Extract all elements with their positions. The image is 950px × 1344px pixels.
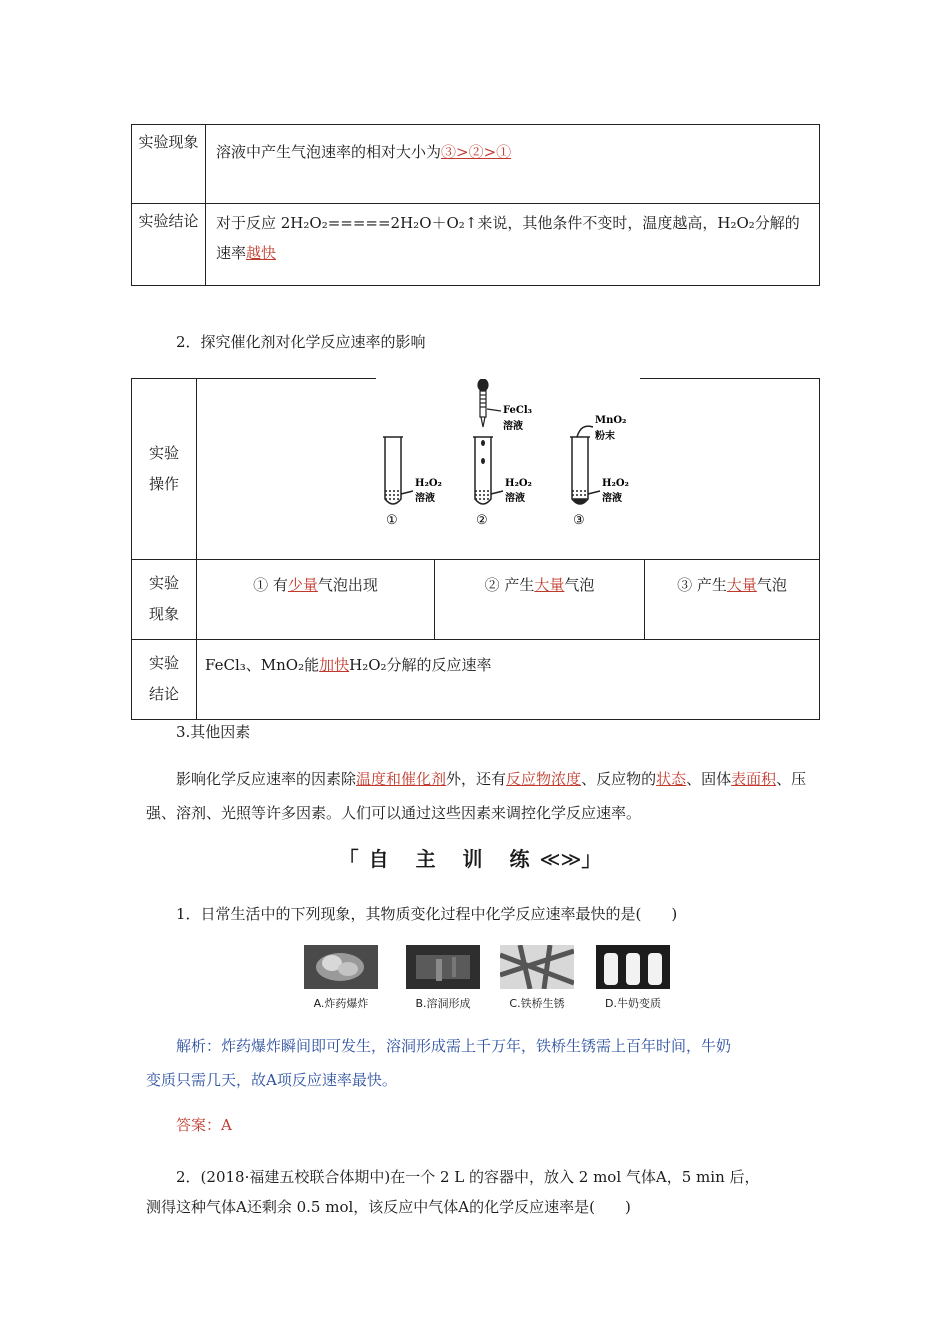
explosion-image [304, 945, 378, 989]
infinity-icon: ≪≫ [539, 847, 582, 871]
fecl3-solution-label: 溶液 [503, 420, 523, 432]
solution-label-2: 溶液 [505, 492, 525, 504]
question-1-analysis-line2: 变质只需几天，故A项反应速率最快。 [146, 1071, 397, 1089]
answer-blank: 大量 [534, 575, 565, 594]
h2o2-label-3: H₂O₂ [602, 477, 629, 489]
row-label-conclusion: 实验结论 [132, 204, 206, 286]
conclusion-cell: FeCl₃、MnO₂能加快H₂O₂分解的反应速率 [197, 639, 820, 719]
answer-blank: ③>②>① [441, 143, 512, 161]
test-tubes-diagram [197, 379, 819, 559]
rusty-bridge-image [500, 945, 574, 989]
test-tube-1 [383, 437, 413, 504]
solution-label-3: 溶液 [602, 492, 622, 504]
paragraph-other-factors: 影响化学反应速率的因素除温度和催化剂外，还有反应物浓度、反应物的状态、固体表面积、压强、溶剂、光照等许多因素。人们可以通过这些因素来调控化学反应速率。 [146, 770, 807, 822]
analysis-label: 解析： [176, 1037, 222, 1055]
drop-1 [481, 440, 485, 446]
answer-blank: 加快 [319, 655, 350, 674]
row-conclusion-content: 对于反应 2H₂O₂=====2H₂O＋O₂↑来说，其他条件不变时，温度越高，H₂O₂分解的速率越快 [206, 204, 820, 286]
phenomenon-cell-3: ③ 产生大量气泡 [645, 559, 820, 639]
question-2-line2: 测得这种气体A还剩余 0.5 mol，该反应中气体A的化学反应速率是( ) [146, 1198, 631, 1216]
table-catalyst-effect [131, 378, 820, 720]
fecl3-label: FeCl₃ [503, 404, 533, 416]
answer-blank: 表面积 [731, 770, 777, 788]
row-label-phenomenon: 实验现象 [132, 125, 206, 204]
table-temperature-effect [131, 124, 820, 286]
tube-number-1: ① [386, 512, 398, 528]
cave-image [406, 945, 480, 989]
row-label-phenomenon: 实验现象 [132, 559, 197, 639]
answer-blank: 大量 [726, 575, 757, 594]
option-caption-b: B.溶洞形成 [415, 997, 471, 1010]
answer-blank: 温度和催化剂 [356, 770, 447, 788]
h2o2-label-2: H₂O₂ [505, 477, 532, 489]
mno2-label: MnO₂ [595, 414, 627, 426]
phenomenon-cell-1: ① 有少量气泡出现 [197, 559, 435, 639]
option-caption-d: D.牛奶变质 [605, 997, 661, 1010]
tube-number-3: ③ [573, 512, 585, 528]
question-1-stem: 1．日常生活中的下列现象，其物质变化过程中化学反应速率最快的是( ) [176, 905, 678, 923]
training-header: 「自 主 训 练≪≫」 [338, 847, 612, 871]
question-1-analysis: 解析：炸药爆炸瞬间即可发生，溶洞形成需上千万年，铁桥生锈需上百年时间，牛奶 [176, 1037, 732, 1055]
drop-2 [481, 458, 485, 464]
option-caption-c: C.铁桥生锈 [509, 997, 565, 1010]
option-caption-a: A.炸药爆炸 [313, 997, 369, 1010]
h2o2-label-1: H₂O₂ [415, 477, 442, 489]
apparatus-cell [197, 379, 820, 560]
section-title: 2．探究催化剂对化学反应速率的影响 [176, 333, 426, 351]
question-2-line1: 2．(2018·福建五校联合体期中)在一个 2 L 的容器中，放入 2 mol 气体A，5 min 后， [176, 1168, 760, 1186]
tube-number-2: ② [476, 512, 488, 528]
section-title: 3.其他因素 [176, 723, 251, 741]
answer-blank: 少量 [287, 575, 318, 594]
row-label-conclusion: 实验结论 [132, 639, 197, 719]
dropper [478, 379, 501, 427]
option-images [300, 945, 680, 1017]
test-tube-2 [473, 437, 503, 504]
answer-blank: 反应物浓度 [506, 770, 582, 788]
row-phenomenon-content: 溶液中产生气泡速率的相对大小为③>②>① [206, 125, 820, 204]
question-1-answer: 答案：A [176, 1116, 232, 1134]
phenomenon-cell-2: ② 产生大量气泡 [435, 559, 645, 639]
mno2-powder-label: 粉末 [595, 430, 615, 442]
solution-label-1: 溶液 [415, 492, 435, 504]
milk-bottles-image [596, 945, 670, 989]
answer-blank: 状态 [656, 770, 687, 788]
answer-blank: 越快 [246, 244, 277, 262]
row-label-operation: 实验操作 [132, 379, 197, 560]
